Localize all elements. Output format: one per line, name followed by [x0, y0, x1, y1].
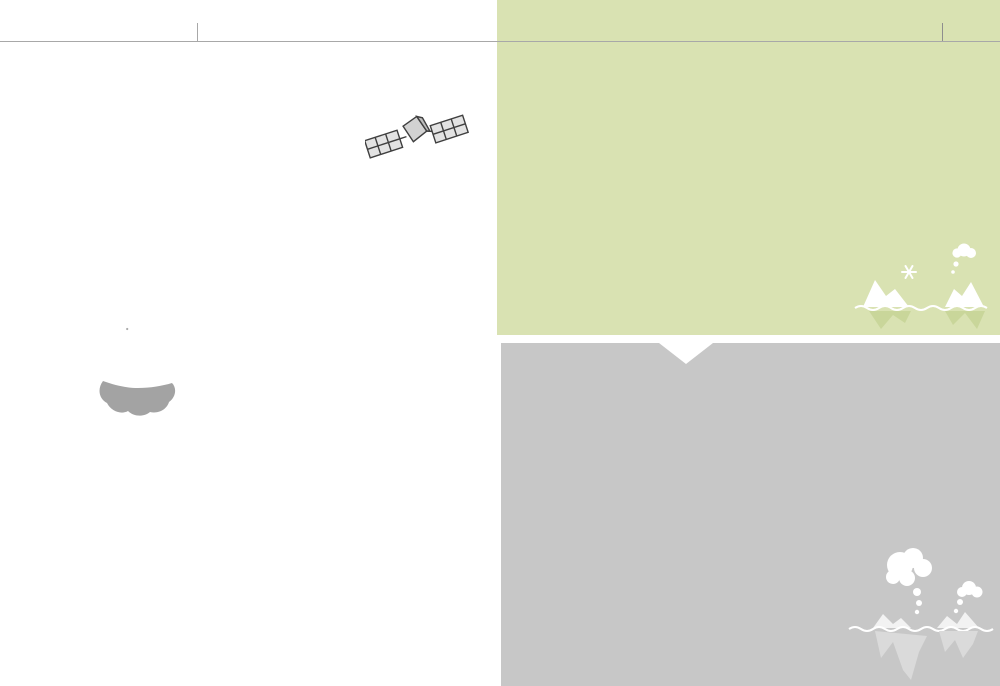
polar-bear	[115, 320, 180, 365]
thermometer-cold	[797, 250, 847, 335]
header-divider-right	[942, 23, 943, 41]
panel-2018	[501, 343, 1000, 686]
snowflake-icon	[902, 266, 916, 278]
melting-icebergs-under-water	[875, 631, 978, 680]
waterline	[849, 627, 993, 631]
polar-bear-illustration	[93, 320, 206, 416]
header-divider-left	[197, 23, 198, 41]
cloud-icon	[951, 244, 976, 274]
steam-cloud-icon	[886, 548, 983, 614]
thermometer-hot	[797, 588, 847, 676]
melting-icebergs-above-water	[873, 612, 979, 628]
header-rule	[0, 41, 1000, 42]
icebergs-under-water	[869, 311, 985, 329]
panel-1979-2010	[497, 0, 1000, 335]
iceberg-scene-cold	[853, 233, 1000, 335]
ice-floe	[93, 366, 206, 384]
bear-eye	[126, 328, 128, 330]
iceberg-scene-melting	[845, 540, 1000, 686]
ice-floe-underwater	[100, 381, 176, 416]
satellite-illustration	[365, 95, 469, 183]
icebergs-above-water	[863, 280, 984, 307]
